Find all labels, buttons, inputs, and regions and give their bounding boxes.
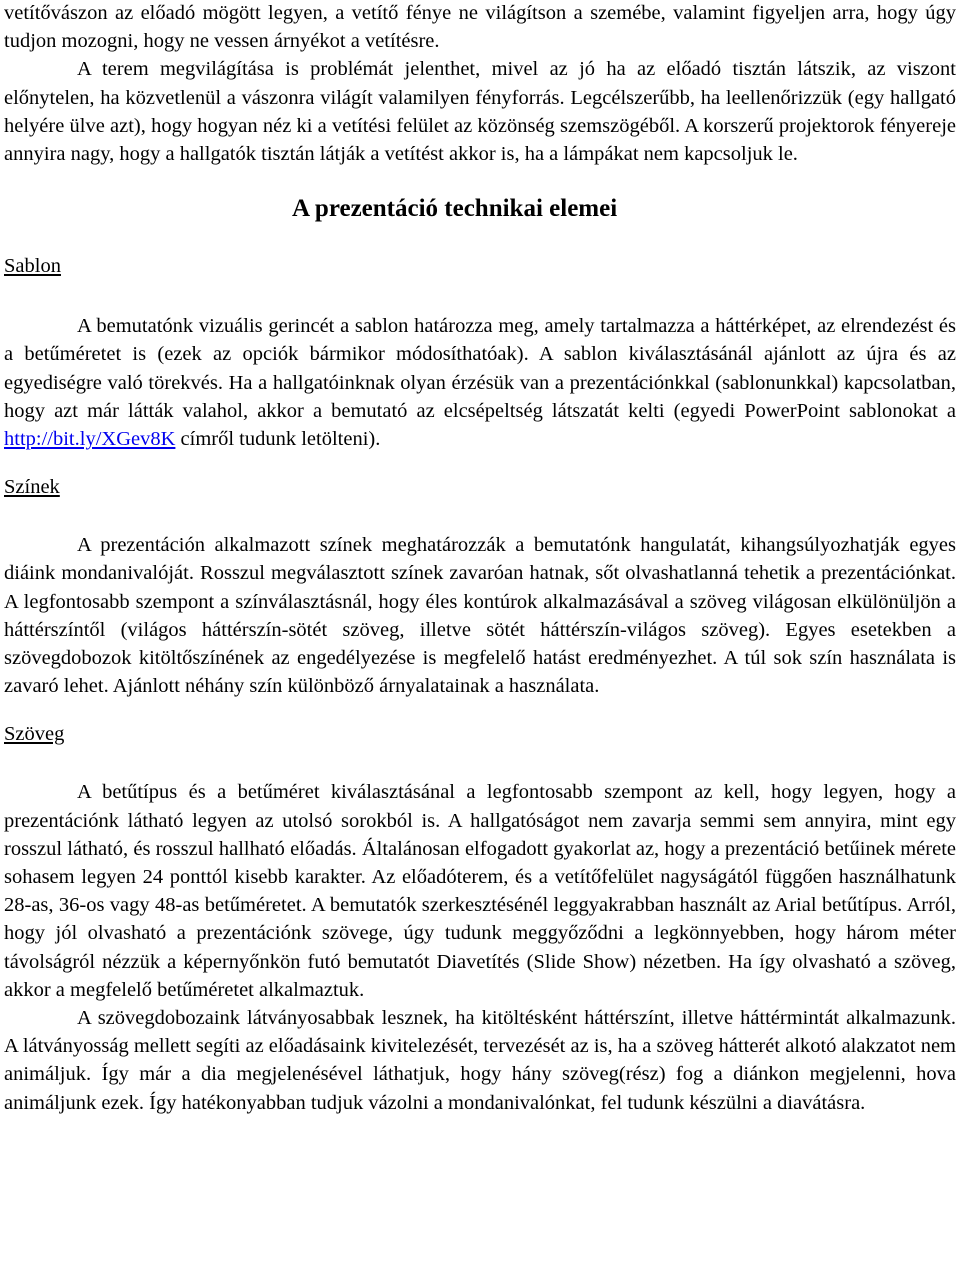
sablon-download-link[interactable]: http://bit.ly/XGev8K (4, 428, 176, 451)
szoveg-paragraph-2: A szövegdobozaink látványosabbak lesznek, ha kitöltésként háttérszínt, illetve háttérmintát alkalmazunk. A látványosság mellett segíti az előadásaink kivitelezését, tervezését az is, ha a szöveg hátterét alkotó alakzatot nem animáljuk. Így már a dia megjelenésével láthatjuk, hogy hány szöveg(rész) fog a diánkon megjelenni, hova animáljunk ezek. Így hatékonyabban tudjuk vázolni a mondanivalónkat, fel tudunk készülni a diavátásra. (4, 1007, 956, 1114)
section-title: A prezentáció technikai elemei (292, 195, 618, 223)
szoveg-paragraph-1: A betűtípus és a betűméret kiválasztásánal a legfontosabb szempont az kell, hogy legyen, hogy a prezentációnk látható legyen az utolsó sorokból is. A hallgatóságot nem zavarja semmi sem annyira, mint egy rosszul látható, és rosszul hallható előadás. Általánosan elfogadott gyakorlat az, hogy a prezentáció betűinek mérete sohasem legyen 24 ponttól kisebb karakter. Az előadóterem, és a vetítőfelület nagyságától függően használhatunk 28-as, 36-os vagy 48-as betűméretet. A bemutatók szerkesztésénél leggyakrabban használt az Arial betűtípus. Arról, hogy jól olvasható a prezentációnk szövege, úgy tudunk meggyőződni a legkönnyebben, hogy három méter távolságról nézzük a képernyőnkön futó bemutatót Diavetítés (Slide Show) nézetben. Ha így olvasható a szöveg, akkor a megfelelő betűméretet alkalmaztuk. (4, 781, 956, 1001)
szinek-heading: Színek (4, 476, 60, 499)
section-header (4, 168, 956, 284)
sablon-text: A bemutatónk vizuális gerincét a sablon határozza meg, amely tartalmazza a háttérképet, az elrendezést és a betűméretet is (ezek az opciók bármikor módosíthatóak). A sablon kiválasztásánál ajánlott az újra és az egyediségre való törekvés. Ha a hallgatóinknak olyan érzésük van a prezentációnkkal (sablonunkkal) kapcsolatban, hogy azt már látták valahol, akkor a bemutató az elcsépeltség látszatát kelti (egyedi PowerPoint sablonokat a (4, 315, 956, 422)
szoveg-heading: Szöveg (4, 723, 65, 746)
szinek-heading-block (4, 473, 956, 501)
intro-paragraph-2: A terem megvilágítása is problémát jelenthet, mivel az jó ha az előadó tisztán látszik, az viszont előnytelen, ha közvetlenül a vászonra világít valamilyen fényforrás. Legcélszerűbb, ha leellenőrizzük (egy hallgató helyére ülve azt), hogy hogyan néz ki a vetítési felület az közönség szemszögéből. A korszerű projektorok fényereje annyira nagy, hogy a hallgatók tisztán látják a vetítést akkor is, ha a lámpákat nem kapcsoljuk le. (4, 58, 956, 166)
document-page (4, 0, 956, 1117)
szinek-paragraph: A prezentáción alkalmazott színek meghatározzák a bemutatónk hangulatát, kihangsúlyozhatják egyes diáink mondanivalóját. Rosszul megválasztott színek zavaróan hatnak, sőt olvashatlanná tehetik a prezentációnkat. A legfontosabb szempont a színválasztásnál, hogy éles kontúrok alkalmazásával a szöveg világosan elkülönüljön a háttérszíntől (világos háttérszín-sötét szöveg, illetve sötét háttérszín-világos szöveg). Egyes esetekben a szövegdobozok kitöltőszínének az engedélyezése is megfelelő hatást eredményezhet. A túl sok szín használata is zavaró lehet. Ajánlott néhány szín különböző árnyalatainak a használata. (4, 534, 956, 698)
sablon-paragraph (4, 312, 956, 453)
intro-paragraph-1: vetítővászon az előadó mögött legyen, a vetítő fénye ne világítson a szemébe, valamint figyeljen arra, hogy úgy tudjon mozogni, hogy ne vessen árnyékot a vetítésre. (4, 2, 956, 53)
szoveg-heading-block (4, 720, 956, 748)
sablon-heading: Sablon (4, 255, 61, 278)
sablon-text-end: címről tudunk letölteni). (175, 428, 381, 451)
